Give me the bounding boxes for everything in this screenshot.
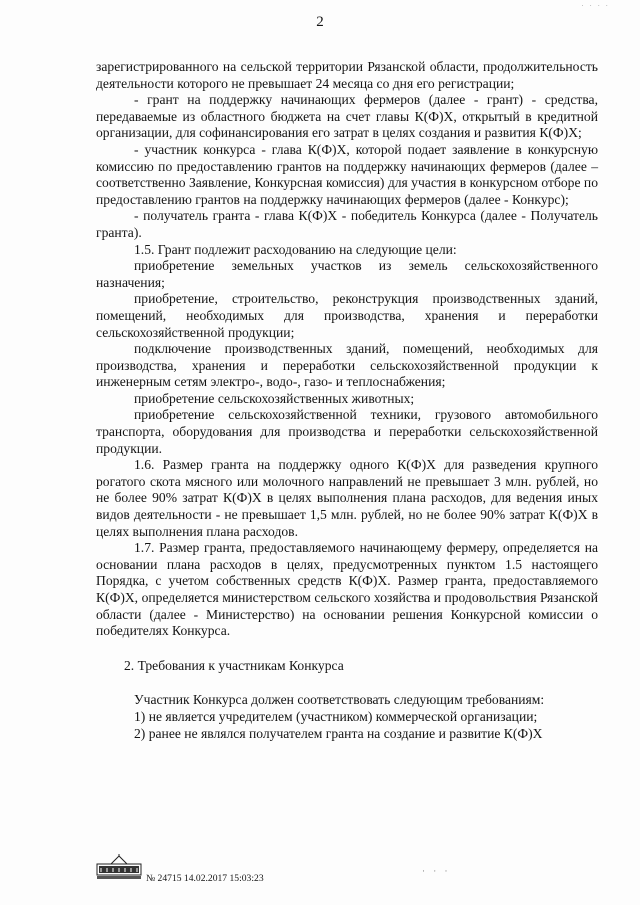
paragraph-participant-definition: - участник конкурса - глава К(Ф)Х, которой подает заявление в конкурсную комиссию по предоставлению грантов на поддержку начинающих фермеров (далее – соответственно Заявление, Конкурсная комиссия) для участия в конкурсном отборе по предоставлению грантов на поддержку начинающих фермеров (далее - Конкурс); <box>96 141 598 207</box>
paragraph-requirement-2: 2) ранее не являлся получателем гранта на создание и развитие К(Ф)Х <box>134 725 543 741</box>
section-heading: 2. Требования к участникам Конкурса <box>124 657 344 673</box>
paragraph-1-5-heading: 1.5. Грант подлежит расходованию на следующие цели: <box>134 241 457 257</box>
paragraph-recipient-definition: - получатель гранта - глава К(Ф)Х - победитель Конкурса (далее - Получатель гранта). <box>96 208 598 240</box>
paragraph-1-7: 1.7. Размер гранта, предоставляемого начинающему фермеру, определяется на основании плана расходов в целях, предусмотренных пунктом 1.5 настоящего Порядка, с учетом собственных средств К(Ф)Х. Размер гранта, предоставляемого К(Ф)Х, определяется министерством сельского хозяйства и продовольствия Рязанской области (далее - Министерство) на основании решения Конкурсной комиссии о победителях Конкурса. <box>96 540 598 639</box>
document-body <box>96 59 598 742</box>
paragraph-purpose-animals: приобретение сельскохозяйственных животных; <box>134 390 415 406</box>
paragraph-grant-definition: - грант на поддержку начинающих фермеров (далее - грант) - средства, передаваемые из областного бюджета на счет главы К(Ф)Х, открытый в кредитной организации, для софинансирования его затрат в целях создания и развития К(Ф)Х; <box>96 92 598 141</box>
footer-marks: · · · <box>422 866 451 876</box>
document-footer <box>96 854 616 894</box>
page-number: 2 <box>316 14 324 30</box>
scan-edge-marks: · · · · <box>581 2 610 10</box>
paragraph-purpose-land: приобретение земельных участков из земель сельскохозяйственного назначения; <box>96 258 598 290</box>
paragraph-purpose-utilities: подключение производственных зданий, помещений, необходимых для производства, хранения и переработки сельскохозяйственной продукции к инженерным сетям электро-, водо-, газо- и теплоснабжения; <box>96 341 598 390</box>
paragraph-requirement-1: 1) не является учредителем (участником) коммерческой организации; <box>134 708 538 724</box>
paragraph-purpose-buildings: приобретение, строительство, реконструкция производственных зданий, помещений, необходимых для производства, хранения и переработки сельскохозяйственной продукции; <box>96 291 598 340</box>
document-stamp: № 24715 14.02.2017 15:03:23 <box>146 873 264 884</box>
paragraph-requirements-intro: Участник Конкурса должен соответствовать следующим требованиям: <box>134 692 545 708</box>
paragraph-purpose-machinery: приобретение сельскохозяйственной техники, грузового автомобильного транспорта, оборудования для производства и переработки сельскохозяйственной продукции. <box>96 407 598 456</box>
registry-stamp-icon <box>96 854 142 880</box>
paragraph-registration: зарегистрированного на сельской территории Рязанской области, продолжительность деятельности которого не превышает 24 месяца со дня его регистрации; <box>96 59 598 91</box>
paragraph-1-6: 1.6. Размер гранта на поддержку одного К(Ф)Х для разведения крупного рогатого скота мясного или молочного направлений не превышает 3 млн. рублей, но не более 90% затрат К(Ф)Х в целях выполнения плана расходов, для ведения иных видов деятельности - не превышает 1,5 млн. рублей, но не более 90% затрат К(Ф)Х в целях выполнения плана расходов. <box>96 457 598 539</box>
